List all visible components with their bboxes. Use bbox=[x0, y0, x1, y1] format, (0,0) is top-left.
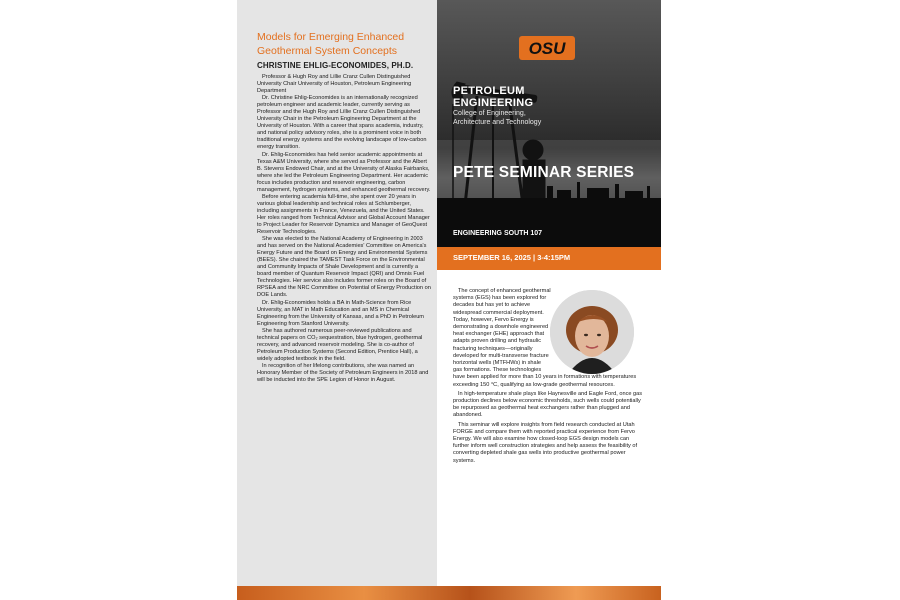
osu-logo bbox=[519, 36, 575, 60]
college-line1: College of Engineering, bbox=[453, 110, 526, 117]
speaker-photo bbox=[550, 290, 634, 374]
seminar-flyer bbox=[237, 0, 661, 600]
bio-paragraph: Professor & Hugh Roy and Lillie Cranz Cullen Distinguished University Chair University of Houston, Petroleum Engineering Department bbox=[257, 74, 412, 95]
talk-title: Models for Emerging Enhanced Geothermal System Concepts bbox=[257, 31, 405, 57]
venue: ENGINEERING SOUTH 107 bbox=[453, 230, 543, 237]
bio-paragraph: In recognition of her lifelong contributions, she was named an Honorary Member of the Society of Petroleum Engineers in 2018 and will be inducted into the SPE Legion of Honor in August. bbox=[257, 362, 429, 384]
bio-paragraph: She has authored numerous peer-reviewed publications and technical papers on CO₂ sequestration, blue hydrogen, geothermal recovery, and advanced reservoir modeling. She is co-author of Petroleum Production Systems (Second Edition, Prentice Hall), a widely adopted textbook in the field. bbox=[257, 327, 423, 362]
department-block bbox=[453, 85, 653, 127]
abstract-paragraph: This seminar will explore insights from field research conducted at Utah FORGE and compare them with reported practical experience from Fervo Energy. We will also examine how closed-loop EGS design models can further inform well construction strategies and help assess the feasibility of converting depleted shale gas wells into productive geothermal power systems. bbox=[453, 421, 638, 464]
bottom-orange-band bbox=[237, 586, 661, 600]
bio-paragraph: She was elected to the National Academy of Engineering in 2003 and has served on the National Academies' Committee on America's Energy Future and the Board on Energy and Environmental Systems (BEES). She chaired the TAMEST Task Force on the Environmental and Community Impacts of Shale Development and is currently a board member of Quantum Reservoir Impact (QRI) and Omnis Fuel Technologies. Her service also includes former roles on the Board of RPSEA and the NRC Committee on Potential of Energy Production on DOE Lands. bbox=[257, 236, 431, 299]
abstract-paragraph: The concept of enhanced geothermal systems (EGS) has been explored for decades but has yet to achieve widespread commercial deployment. Today, however, Fervo Energy is demonstrating a downhole engineered heat exchanger (EHE) approach that adapts proven drilling and hydraulic fracturing techniques—originally developed for multi-transverse fracture horizontal wells (MTFHWs) in shale gas formations. These technologies have been applied for more than 10 years in formations with temperatures exceeding 150 °C, qualifying as low-grade geothermal resources. bbox=[453, 288, 637, 388]
speaker-name: CHRISTINE EHLIG-ECONOMIDES, PH.D. bbox=[257, 61, 414, 70]
bio-paragraph: Before entering academia full-time, she spent over 20 years in various global leadership and technical roles at Schlumberger, including assignments in France, Venezuela, and the United States. Her roles ranged from Technical Advisor and Global Account Manager to Project Leader for Reservoir Dynamics and Manager of GeoQuest Reservoir Technologies. bbox=[257, 193, 430, 236]
dept-line2: ENGINEERING bbox=[453, 97, 534, 109]
date-time: SEPTEMBER 16, 2025 | 3-4:15PM bbox=[453, 253, 571, 262]
series-title: PETE SEMINAR SERIES bbox=[453, 164, 635, 181]
header-banner bbox=[437, 0, 661, 247]
abstract-paragraph: In high-temperature shale plays like Haynesville and Eagle Ford, once gas production declines below economic thresholds, such wells could potentially be repurposed as geothermal heat exchangers rather than plugged and abandoned. bbox=[453, 390, 643, 419]
osu-logo-text: OSU bbox=[528, 39, 566, 58]
college-line2: Architecture and Technology bbox=[453, 119, 542, 126]
bio-paragraph: Dr. Ehlig-Economides holds a BA in Math-Science from Rice University, an MAT in Math Education and an MS in Chemical Engineering from the University of Kansas, and a PhD in Petroleum Engineering from Stanford University. bbox=[257, 299, 424, 327]
dept-line1: PETROLEUM bbox=[453, 85, 525, 97]
speaker-bio bbox=[257, 74, 431, 384]
bio-paragraph: Dr. Ehlig-Economides has held senior academic appointments at Texas A&M University, where she served as Professor and the Albert B. Stevens Endowed Chair, and at the University of Alaska Fairbanks, where she led the Petroleum Engineering Department. Her academic focus includes production and reservoir engineering, carbon management, hydrogen systems, and enhanced geothermal recovery. bbox=[257, 151, 431, 193]
date-band bbox=[437, 247, 661, 270]
bio-column bbox=[237, 0, 437, 586]
bio-paragraph: Dr. Christine Ehlig-Economides is an internationally recognized petroleum engineer and academic leader, currently serving as Professor and the Hugh Roy and Lillie Cranz Cullen Distinguished University Chair in the Petroleum Engineering Department at the University of Houston. With a career that spans academia, industry, and national policy advisory roles, she is a prominent voice in both traditional energy systems and the evolving landscape of low-carbon energy transition. bbox=[257, 95, 427, 151]
